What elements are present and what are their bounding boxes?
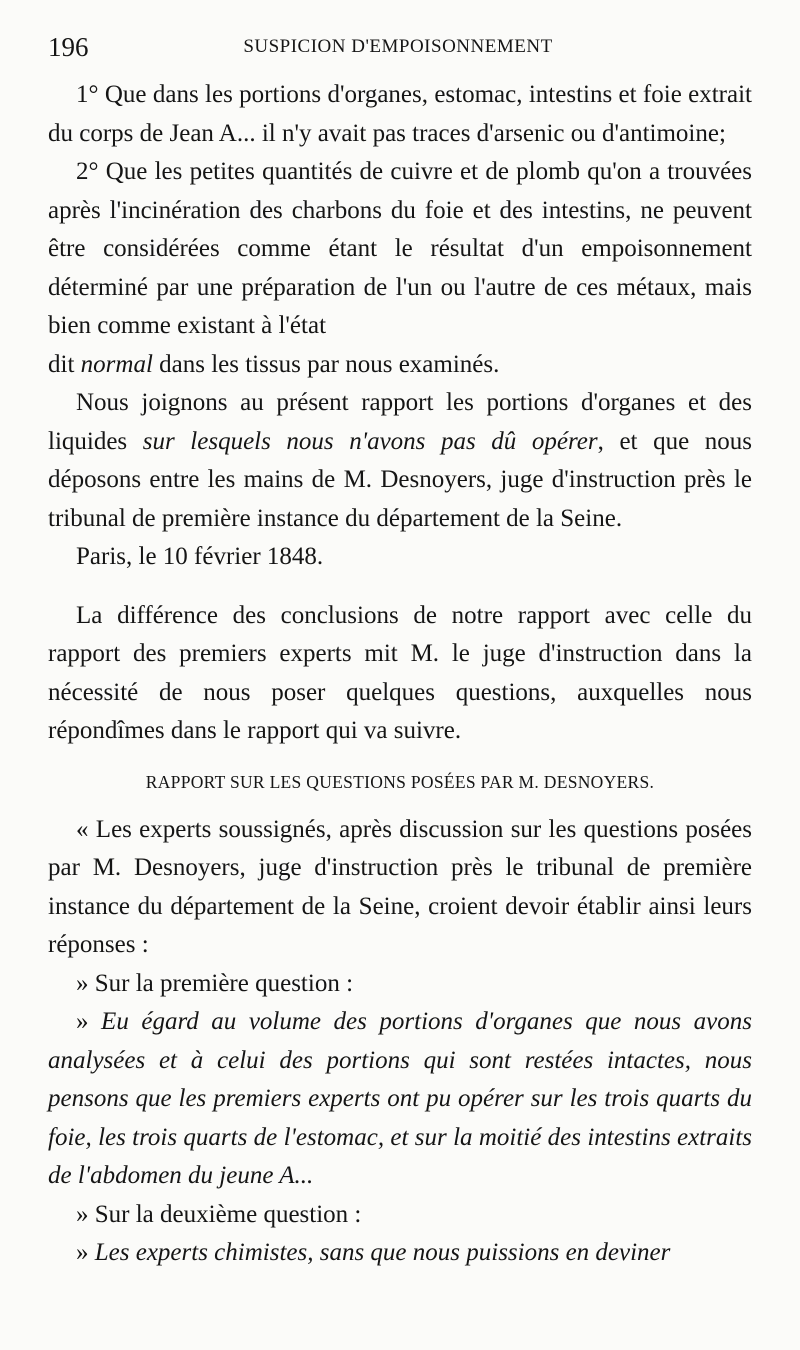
- italic-answer: Eu égard au volume des portions d'organes que nous avons analysées et à celui des portions qui sont restées intactes, nous pensons que les premiers experts ont pu opérer sur les trois quarts du foie, les trois quarts de l'estomac, et sur la moitié des intestins extraits de l'abdomen du jeune A...: [48, 1008, 753, 1189]
- conclusion-paragraph-2-end: [48, 346, 752, 385]
- italic-text: normal: [80, 350, 153, 378]
- question-1-answer: [48, 1003, 752, 1196]
- running-title: SUSPICION D'EMPOISONNEMENT: [243, 36, 553, 57]
- paragraph-gap: [48, 577, 752, 597]
- question-1-label: » Sur la première question :: [76, 969, 354, 997]
- conclusion-paragraph-1: 1° Que dans les portions d'organes, estomac, intestins et foie extrait du corps de Jean A... il n'y avait pas traces d'arsenic ou d'antimoine;: [48, 81, 752, 147]
- text-fragment: Nous joignons au présent rapport les portions d'organes et des liquides: [48, 389, 752, 455]
- quote-marker: »: [76, 1239, 95, 1266]
- text-fragment: dans les tissus par nous examinés.: [152, 350, 500, 378]
- conclusion-paragraph-2: 2° Que les petites quantités de cuivre et de plomb qu'on a trouvées après l'incinération des charbons du foie et des intestins, ne peuvent être considérées comme étant le résultat d'un empoisonnement déterminé par une préparation de l'un ou l'autre de ces métaux, mais bien comme existant à l'état: [48, 158, 752, 339]
- page-header: [48, 30, 748, 64]
- text-fragment: dit: [48, 350, 81, 378]
- question-2-answer: [48, 1234, 752, 1273]
- section-heading: RAPPORT SUR LES QUESTIONS POSÉES PAR M. DESNOYERS.: [145, 771, 655, 792]
- date-line: Paris, le 10 février 1848.: [76, 543, 324, 570]
- text-fragment: , et que nous déposons entre les mains de M. Desnoyers, juge d'instruction près le tribunal de première instance du département de la Seine.: [48, 427, 752, 532]
- question-2-label: » Sur la deuxième question :: [76, 1200, 362, 1228]
- page-number: 196: [48, 32, 89, 62]
- difference-paragraph: La différence des conclusions de notre rapport avec celle du rapport des premiers experts mit M. le juge d'instruction dans la nécessité de nous poser quelques questions, auxquelles nous répondîmes dans le rapport qui va suivre.: [48, 601, 752, 744]
- report-intro: « Les experts soussignés, après discussion sur les questions posées par M. Desnoyers, juge d'instruction près le tribunal de première instance du département de la Seine, croient devoir établir ainsi leurs réponses :: [48, 815, 752, 958]
- italic-answer: Les experts chimistes, sans que nous puissions en deviner: [94, 1239, 671, 1266]
- italic-text: sur lesquels nous n'avons pas dû opérer: [142, 427, 598, 455]
- body-text: [48, 76, 752, 1273]
- quote-marker: »: [76, 1008, 102, 1035]
- deposit-paragraph: [48, 384, 752, 538]
